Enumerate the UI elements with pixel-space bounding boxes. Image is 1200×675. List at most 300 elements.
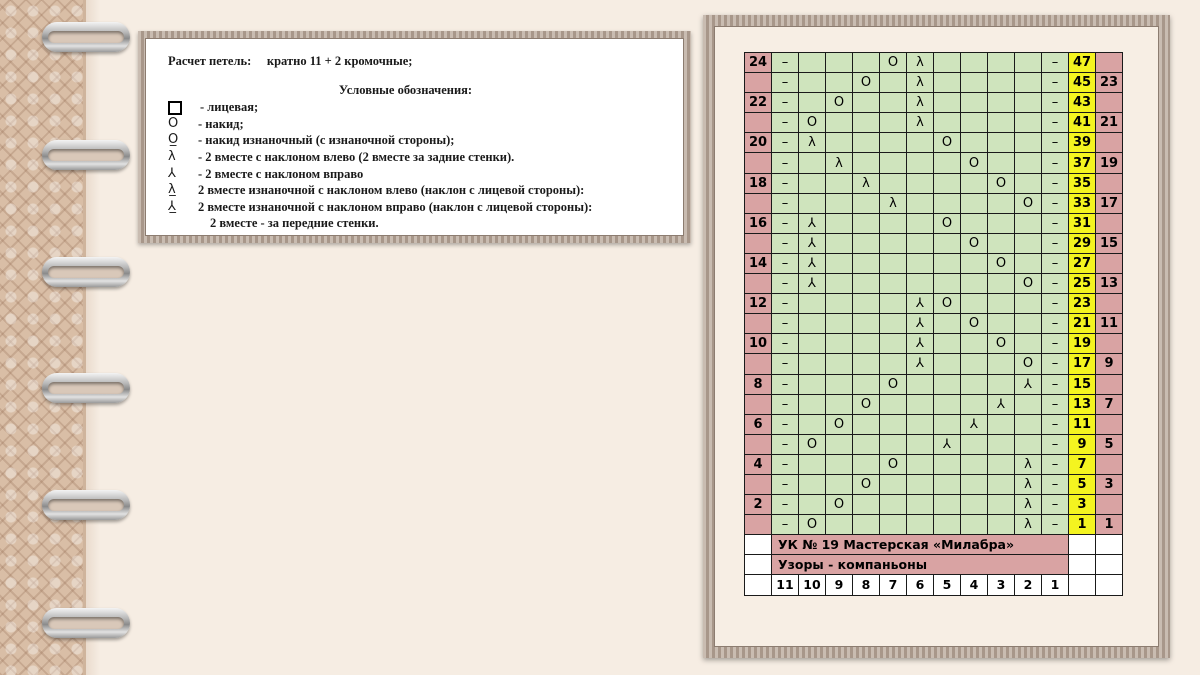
row-number-left: 8 bbox=[745, 374, 772, 394]
stitch-cell: – bbox=[1042, 253, 1069, 273]
stitch-cell: ⅄ bbox=[1015, 374, 1042, 394]
row-number-right bbox=[1096, 173, 1123, 193]
stitch-cell bbox=[934, 495, 961, 515]
stitch-cell bbox=[826, 434, 853, 454]
column-number: 9 bbox=[826, 575, 853, 595]
stitch-cell: λ bbox=[853, 173, 880, 193]
ornamental-strip bbox=[0, 0, 86, 675]
row-number-highlight: 43 bbox=[1069, 93, 1096, 113]
row-number-left bbox=[745, 113, 772, 133]
column-number: 8 bbox=[853, 575, 880, 595]
chart-row bbox=[745, 515, 1123, 535]
stitch-cell: – bbox=[772, 73, 799, 93]
stitch-cell bbox=[961, 53, 988, 73]
row-number-highlight: 11 bbox=[1069, 414, 1096, 434]
stitch-cell bbox=[1015, 93, 1042, 113]
stitch-cell bbox=[988, 274, 1015, 294]
stitch-cell bbox=[907, 374, 934, 394]
stitch-cell bbox=[907, 193, 934, 213]
row-number-right: 3 bbox=[1096, 474, 1123, 494]
row-number-left bbox=[745, 394, 772, 414]
chart-frame bbox=[703, 15, 1170, 658]
row-number-left bbox=[745, 434, 772, 454]
stitch-cell bbox=[880, 173, 907, 193]
stitch-cell bbox=[880, 274, 907, 294]
stitch-cell bbox=[1015, 173, 1042, 193]
row-number-highlight: 47 bbox=[1069, 53, 1096, 73]
legend-item bbox=[168, 149, 673, 166]
stitch-cell bbox=[880, 133, 907, 153]
stitch-cell bbox=[799, 495, 826, 515]
stitch-cell bbox=[880, 93, 907, 113]
stitch-cell: ⅄ bbox=[799, 274, 826, 294]
stitch-cell bbox=[961, 495, 988, 515]
row-number-left bbox=[745, 474, 772, 494]
stitch-cell bbox=[988, 354, 1015, 374]
stitch-cell bbox=[907, 474, 934, 494]
chart-row bbox=[745, 253, 1123, 273]
stitch-cell bbox=[988, 414, 1015, 434]
row-number-left bbox=[745, 354, 772, 374]
stitch-cell: O bbox=[853, 73, 880, 93]
stitch-cell bbox=[799, 193, 826, 213]
stitch-cell bbox=[988, 113, 1015, 133]
stitch-cell: – bbox=[1042, 93, 1069, 113]
stitch-cell bbox=[934, 173, 961, 193]
row-number-highlight: 31 bbox=[1069, 213, 1096, 233]
stitch-cell: – bbox=[772, 113, 799, 133]
stitch-cell: – bbox=[1042, 153, 1069, 173]
stitch-cell: – bbox=[1042, 53, 1069, 73]
stitch-cell: λ bbox=[1015, 454, 1042, 474]
stitch-cell bbox=[826, 213, 853, 233]
stitch-cell bbox=[799, 354, 826, 374]
stitch-cell bbox=[934, 193, 961, 213]
stitch-cell bbox=[853, 113, 880, 133]
chart-row bbox=[745, 213, 1123, 233]
stitch-symbol-icon: ⅄ bbox=[168, 165, 176, 181]
blank-cell bbox=[1096, 575, 1123, 595]
stitch-cell bbox=[934, 274, 961, 294]
stitch-cell: ⅄ bbox=[934, 434, 961, 454]
chart-row bbox=[745, 173, 1123, 193]
stitch-symbol-icon: ⅄̲ bbox=[168, 198, 176, 214]
row-number-left: 2 bbox=[745, 495, 772, 515]
calc-text: кратно 11 + 2 кромочные; bbox=[266, 54, 413, 68]
stitch-cell bbox=[934, 334, 961, 354]
stitch-cell bbox=[853, 274, 880, 294]
row-number-left: 16 bbox=[745, 213, 772, 233]
stitch-cell bbox=[907, 414, 934, 434]
stitch-cell bbox=[961, 113, 988, 133]
legend-list bbox=[168, 99, 673, 215]
stitch-cell bbox=[1015, 113, 1042, 133]
stitch-cell: – bbox=[772, 515, 799, 535]
row-number-right: 7 bbox=[1096, 394, 1123, 414]
column-number: 1 bbox=[1042, 575, 1069, 595]
stitch-cell: – bbox=[1042, 334, 1069, 354]
stitch-cell: O bbox=[826, 495, 853, 515]
stitch-cell bbox=[826, 314, 853, 334]
stitch-cell: – bbox=[1042, 193, 1069, 213]
stitch-cell bbox=[961, 334, 988, 354]
stitch-cell bbox=[853, 213, 880, 233]
stitch-cell bbox=[826, 113, 853, 133]
stitch-cell bbox=[934, 414, 961, 434]
stitch-cell: – bbox=[772, 93, 799, 113]
stitch-cell bbox=[988, 515, 1015, 535]
stitch-cell bbox=[1015, 394, 1042, 414]
stitch-cell: λ bbox=[880, 193, 907, 213]
column-number: 10 bbox=[799, 575, 826, 595]
row-number-left bbox=[745, 314, 772, 334]
row-number-highlight: 7 bbox=[1069, 454, 1096, 474]
row-number-highlight: 27 bbox=[1069, 253, 1096, 273]
stitch-cell bbox=[826, 193, 853, 213]
legend-panel bbox=[145, 38, 684, 236]
row-number-highlight: 21 bbox=[1069, 314, 1096, 334]
stitch-cell bbox=[988, 294, 1015, 314]
chart-row bbox=[745, 73, 1123, 93]
row-number-right: 21 bbox=[1096, 113, 1123, 133]
stitch-cell bbox=[826, 133, 853, 153]
column-number: 6 bbox=[907, 575, 934, 595]
stitch-cell: – bbox=[1042, 233, 1069, 253]
stitch-cell bbox=[799, 153, 826, 173]
chart-caption-subtitle: Узоры - компаньоны bbox=[772, 555, 1069, 575]
stitch-cell: – bbox=[772, 495, 799, 515]
stitch-cell bbox=[880, 495, 907, 515]
row-number-right bbox=[1096, 213, 1123, 233]
stitch-cell: O bbox=[880, 374, 907, 394]
stitch-cell bbox=[907, 133, 934, 153]
stitch-cell: – bbox=[1042, 374, 1069, 394]
stitch-cell bbox=[853, 233, 880, 253]
knitting-chart-grid bbox=[744, 52, 1123, 596]
blank-cell bbox=[1096, 535, 1123, 555]
stitch-cell bbox=[961, 253, 988, 273]
chart-row bbox=[745, 434, 1123, 454]
stitch-cell bbox=[853, 93, 880, 113]
stitch-cell: – bbox=[1042, 213, 1069, 233]
stitch-cell: O bbox=[799, 515, 826, 535]
stitch-cell bbox=[961, 133, 988, 153]
stitch-cell bbox=[826, 454, 853, 474]
stitch-cell: λ bbox=[1015, 515, 1042, 535]
stitch-cell bbox=[934, 253, 961, 273]
page-edge bbox=[86, 0, 100, 675]
stitch-cell bbox=[799, 314, 826, 334]
stitch-cell bbox=[988, 434, 1015, 454]
chart-caption-row bbox=[745, 555, 1123, 575]
stitch-cell bbox=[853, 374, 880, 394]
stitch-cell bbox=[961, 294, 988, 314]
stitch-cell bbox=[880, 515, 907, 535]
row-number-left bbox=[745, 274, 772, 294]
stitch-cell bbox=[934, 394, 961, 414]
chart-row bbox=[745, 93, 1123, 113]
row-number-highlight: 5 bbox=[1069, 474, 1096, 494]
stitch-cell: O bbox=[934, 133, 961, 153]
stitch-cell: – bbox=[1042, 113, 1069, 133]
stitch-cell bbox=[880, 213, 907, 233]
stitch-cell: O bbox=[826, 414, 853, 434]
chart-row bbox=[745, 474, 1123, 494]
stitch-cell: – bbox=[772, 314, 799, 334]
stitch-cell bbox=[961, 274, 988, 294]
stitch-cell bbox=[988, 374, 1015, 394]
stitch-cell: ⅄ bbox=[799, 233, 826, 253]
chart-row bbox=[745, 113, 1123, 133]
stitch-cell bbox=[934, 515, 961, 535]
column-numbers-row bbox=[745, 575, 1123, 595]
blank-cell bbox=[745, 535, 772, 555]
stitch-cell: – bbox=[1042, 515, 1069, 535]
stitch-cell bbox=[826, 334, 853, 354]
stitch-cell: – bbox=[772, 394, 799, 414]
binder-ring bbox=[42, 22, 130, 52]
stitch-cell bbox=[961, 73, 988, 93]
stitch-cell: O bbox=[853, 474, 880, 494]
stitch-cell bbox=[1015, 434, 1042, 454]
chart-row bbox=[745, 394, 1123, 414]
chart-row bbox=[745, 53, 1123, 73]
stitch-cell: O bbox=[988, 173, 1015, 193]
stitch-cell: – bbox=[772, 334, 799, 354]
legend-item bbox=[168, 99, 673, 116]
stitch-cell bbox=[853, 294, 880, 314]
stitch-cell bbox=[853, 454, 880, 474]
stitch-cell bbox=[826, 294, 853, 314]
stitch-cell bbox=[1015, 253, 1042, 273]
stitch-cell bbox=[826, 53, 853, 73]
stitch-cell bbox=[880, 354, 907, 374]
stitch-cell bbox=[853, 334, 880, 354]
stitch-cell: – bbox=[1042, 454, 1069, 474]
stitch-cell bbox=[880, 474, 907, 494]
chart-row bbox=[745, 314, 1123, 334]
stitch-cell: O bbox=[826, 93, 853, 113]
stitch-cell: λ bbox=[907, 53, 934, 73]
row-number-highlight: 17 bbox=[1069, 354, 1096, 374]
chart-row bbox=[745, 495, 1123, 515]
stitch-cell bbox=[1015, 213, 1042, 233]
stitch-cell bbox=[988, 193, 1015, 213]
stitch-cell: O bbox=[1015, 193, 1042, 213]
knitting-chart-panel bbox=[714, 26, 1159, 647]
stitch-cell bbox=[853, 495, 880, 515]
stitch-cell bbox=[934, 454, 961, 474]
legend-item bbox=[168, 182, 673, 199]
row-number-highlight: 15 bbox=[1069, 374, 1096, 394]
legend-item bbox=[168, 166, 673, 183]
blank-cell bbox=[745, 555, 772, 575]
stitch-cell bbox=[853, 314, 880, 334]
legend-item bbox=[168, 116, 673, 133]
row-number-left bbox=[745, 233, 772, 253]
stitch-cell bbox=[907, 515, 934, 535]
stitch-cell bbox=[826, 233, 853, 253]
stitch-cell bbox=[1015, 334, 1042, 354]
stitch-cell: O bbox=[799, 434, 826, 454]
stitch-cell: – bbox=[772, 274, 799, 294]
row-number-highlight: 39 bbox=[1069, 133, 1096, 153]
chart-row bbox=[745, 414, 1123, 434]
row-number-right bbox=[1096, 253, 1123, 273]
stitch-cell bbox=[988, 233, 1015, 253]
stitch-cell: – bbox=[1042, 274, 1069, 294]
stitch-cell bbox=[826, 374, 853, 394]
stitch-cell: O bbox=[934, 294, 961, 314]
binder-ring bbox=[42, 608, 130, 638]
chart-row bbox=[745, 193, 1123, 213]
legend-item-text: 2 вместе изнаночной с наклоном вправо (наклон с лицевой стороны): bbox=[198, 199, 593, 214]
stitch-cell bbox=[1015, 133, 1042, 153]
row-number-right: 1 bbox=[1096, 515, 1123, 535]
stitch-cell bbox=[1015, 53, 1042, 73]
blank-cell bbox=[1069, 535, 1096, 555]
stitch-cell: – bbox=[1042, 495, 1069, 515]
row-number-left: 14 bbox=[745, 253, 772, 273]
stitch-cell bbox=[934, 374, 961, 394]
stitch-cell: – bbox=[772, 233, 799, 253]
row-number-right bbox=[1096, 454, 1123, 474]
stitch-cell bbox=[799, 414, 826, 434]
stitch-cell: – bbox=[1042, 314, 1069, 334]
stitch-cell bbox=[826, 394, 853, 414]
chart-caption-row bbox=[745, 535, 1123, 555]
binder-ring bbox=[42, 257, 130, 287]
stitch-cell bbox=[826, 474, 853, 494]
legend-item-text: 2 вместе изнаночной с наклоном влево (наклон с лицевой стороны): bbox=[198, 183, 585, 198]
stitch-cell: – bbox=[1042, 474, 1069, 494]
stitch-cell: – bbox=[1042, 394, 1069, 414]
row-number-highlight: 25 bbox=[1069, 274, 1096, 294]
stitch-cell bbox=[799, 374, 826, 394]
stitch-symbol-icon: O bbox=[168, 115, 179, 131]
stitch-cell bbox=[907, 274, 934, 294]
stitch-cell bbox=[853, 434, 880, 454]
stitch-cell bbox=[961, 434, 988, 454]
stitch-cell bbox=[799, 53, 826, 73]
stitch-cell bbox=[880, 233, 907, 253]
stitch-cell bbox=[907, 233, 934, 253]
stitch-cell: – bbox=[772, 153, 799, 173]
row-number-right bbox=[1096, 93, 1123, 113]
stitch-cell: – bbox=[772, 173, 799, 193]
legend-frame bbox=[138, 31, 691, 243]
stitch-cell: λ bbox=[907, 73, 934, 93]
stitch-cell bbox=[934, 93, 961, 113]
row-number-left bbox=[745, 73, 772, 93]
row-number-highlight: 45 bbox=[1069, 73, 1096, 93]
stitch-cell bbox=[880, 414, 907, 434]
stitch-cell: ⅄ bbox=[799, 213, 826, 233]
row-number-left bbox=[745, 193, 772, 213]
stitch-cell: ⅄ bbox=[907, 314, 934, 334]
stitch-cell bbox=[853, 53, 880, 73]
row-number-right: 15 bbox=[1096, 233, 1123, 253]
chart-row bbox=[745, 374, 1123, 394]
stitch-cell bbox=[907, 454, 934, 474]
row-number-right: 11 bbox=[1096, 314, 1123, 334]
stitch-cell bbox=[799, 454, 826, 474]
stitch-cell bbox=[799, 294, 826, 314]
blank-cell bbox=[1069, 575, 1096, 595]
stitch-cell bbox=[799, 93, 826, 113]
row-number-left: 6 bbox=[745, 414, 772, 434]
stitch-cell: ⅄ bbox=[799, 253, 826, 273]
column-number: 5 bbox=[934, 575, 961, 595]
row-number-highlight: 3 bbox=[1069, 495, 1096, 515]
row-number-left: 4 bbox=[745, 454, 772, 474]
stitch-cell bbox=[880, 113, 907, 133]
blank-cell bbox=[1096, 555, 1123, 575]
stitch-cell: – bbox=[772, 414, 799, 434]
stitch-cell: λ bbox=[826, 153, 853, 173]
stitch-cell: O bbox=[1015, 274, 1042, 294]
row-number-highlight: 19 bbox=[1069, 334, 1096, 354]
binder-ring bbox=[42, 373, 130, 403]
stitch-cell bbox=[853, 515, 880, 535]
stitch-cell bbox=[799, 73, 826, 93]
legend-item bbox=[168, 199, 673, 216]
stitch-cell bbox=[880, 294, 907, 314]
stitch-cell bbox=[961, 474, 988, 494]
row-number-right: 13 bbox=[1096, 274, 1123, 294]
legend-title: Условные обозначения: bbox=[338, 82, 473, 97]
row-number-highlight: 9 bbox=[1069, 434, 1096, 454]
stitch-cell bbox=[961, 173, 988, 193]
row-number-right bbox=[1096, 334, 1123, 354]
row-number-right bbox=[1096, 294, 1123, 314]
stitch-cell: ⅄ bbox=[907, 334, 934, 354]
stitch-cell: – bbox=[1042, 294, 1069, 314]
stitch-cell bbox=[799, 394, 826, 414]
stitch-cell: O bbox=[880, 454, 907, 474]
stitch-cell bbox=[880, 153, 907, 173]
stitch-cell bbox=[988, 314, 1015, 334]
stitch-cell: – bbox=[772, 193, 799, 213]
stitch-cell bbox=[853, 354, 880, 374]
stitch-cell bbox=[988, 495, 1015, 515]
stitch-cell bbox=[988, 474, 1015, 494]
stitch-cell bbox=[907, 434, 934, 454]
stitch-cell bbox=[988, 213, 1015, 233]
row-number-right bbox=[1096, 374, 1123, 394]
row-number-right: 19 bbox=[1096, 153, 1123, 173]
stitch-cell bbox=[853, 153, 880, 173]
stitch-cell bbox=[961, 374, 988, 394]
column-number: 2 bbox=[1015, 575, 1042, 595]
stitch-cell: – bbox=[772, 354, 799, 374]
stitch-cell bbox=[988, 454, 1015, 474]
stitch-cell bbox=[880, 434, 907, 454]
stitch-cell: – bbox=[772, 253, 799, 273]
stitch-cell bbox=[826, 274, 853, 294]
row-number-right bbox=[1096, 53, 1123, 73]
row-number-left bbox=[745, 153, 772, 173]
stitch-cell bbox=[934, 153, 961, 173]
stitch-cell bbox=[961, 454, 988, 474]
stitch-cell bbox=[799, 474, 826, 494]
chart-row bbox=[745, 233, 1123, 253]
stitch-cell bbox=[853, 133, 880, 153]
row-number-highlight: 13 bbox=[1069, 394, 1096, 414]
stitch-cell bbox=[853, 193, 880, 213]
stitch-cell bbox=[961, 193, 988, 213]
binder-ring bbox=[42, 140, 130, 170]
